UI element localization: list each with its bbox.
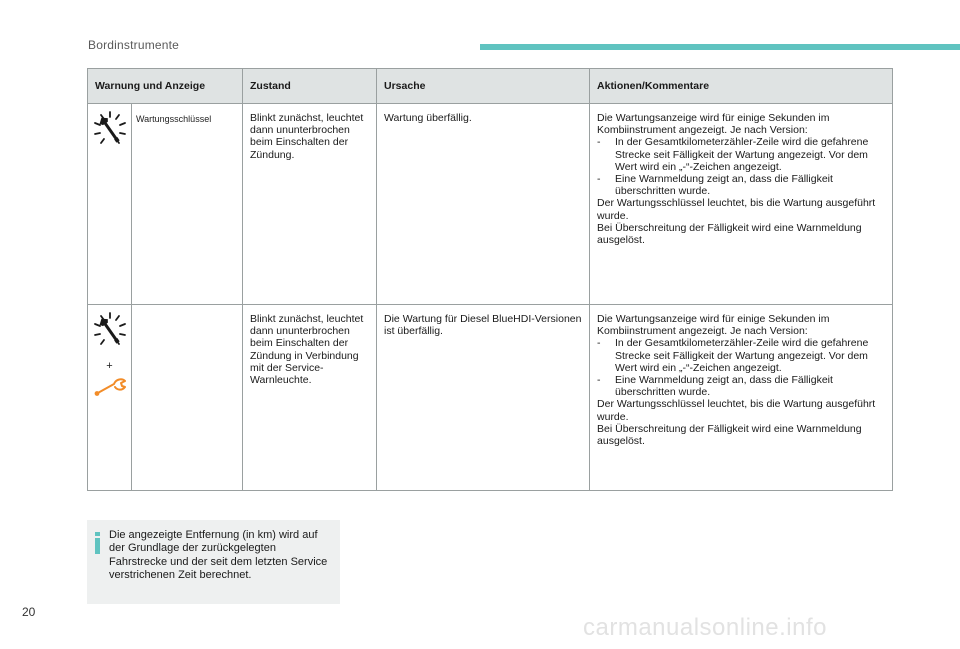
- service-wrench-icon: [92, 389, 128, 401]
- aktion-line-2: Bei Überschreitung der Fälligkeit wird eine Warnmeldung ausgelöst.: [597, 221, 862, 247]
- plus-sign: +: [106, 360, 113, 373]
- aktion-bullet-1: [597, 337, 885, 374]
- info-box: [87, 520, 340, 604]
- aktionen-cell: [590, 104, 893, 305]
- section-title: Bordinstrumente: [88, 38, 180, 52]
- table-header-row: [88, 69, 893, 104]
- table-row: [88, 305, 893, 491]
- aktion-line-2: Bei Überschreitung der Fälligkeit wird eine Warnmeldung ausgelöst.: [597, 422, 862, 448]
- dash-marker: -: [597, 173, 601, 186]
- aktion-bullet-2: [597, 374, 885, 398]
- warning-table: [87, 68, 893, 491]
- ursache-cell: Wartung überfällig.: [377, 104, 590, 305]
- zustand-cell: Blinkt zunächst, leuchtet dann ununterbrochen beim Einschalten der Zündung.: [243, 104, 377, 305]
- aktion-line-1: Der Wartungsschlüssel leuchtet, bis die Wartung ausgeführt wurde.: [597, 398, 876, 423]
- aktion-intro: Die Wartungsanzeige wird für einige Sekunden im Kombiinstrument angezeigt. Je nach Version:: [597, 112, 830, 137]
- indicator-name: Wartungsschlüssel: [132, 104, 243, 305]
- aktion-bullet-2: [597, 173, 885, 197]
- aktion-line-1: Der Wartungsschlüssel leuchtet, bis die Wartung ausgeführt wurde.: [597, 197, 876, 222]
- info-icon: [95, 532, 100, 554]
- indicator-icon-cell: [88, 104, 132, 305]
- indicator-icon-cell: [88, 305, 132, 491]
- dash-marker: -: [597, 337, 601, 350]
- aktion-bullet-1: [597, 136, 885, 173]
- column-header-aktionen: Aktionen/Kommentare: [590, 69, 893, 104]
- wrench-key-warning-icon: [92, 342, 128, 354]
- column-header-ursache: Ursache: [377, 69, 590, 104]
- aktion-bullet-1-text: In der Gesamtkilometerzähler-Zeile wird die gefahrene Strecke seit Fälligkeit der Wartung angezeigt. Vor dem Wert wird ein „-“-Zeichen angezeigt.: [615, 337, 869, 374]
- column-header-zustand: Zustand: [243, 69, 377, 104]
- aktion-bullet-1-text: In der Gesamtkilometerzähler-Zeile wird die gefahrene Strecke seit Fälligkeit der Wartung angezeigt. Vor dem Wert wird ein „-“-Zeichen angezeigt.: [615, 136, 869, 173]
- ursache-cell: Die Wartung für Diesel BlueHDI-Versionen ist überfällig.: [377, 305, 590, 491]
- aktionen-cell: [590, 305, 893, 491]
- page-number: 20: [22, 605, 36, 619]
- section-accent-bar: [480, 44, 960, 50]
- table-row: [88, 104, 893, 305]
- column-header-warnung: Warnung und Anzeige: [88, 69, 243, 104]
- info-text: Die angezeigte Entfernung (in km) wird auf der Grundlage der zurückgelegten Fahrstrecke und der seit dem letzten Service verstrichenen Zeit berechnet.: [109, 529, 328, 581]
- aktion-bullet-2-text: Eine Warnmeldung zeigt an, dass die Fälligkeit überschritten wurde.: [615, 173, 833, 198]
- wrench-key-warning-icon: [92, 141, 128, 153]
- aktion-intro: Die Wartungsanzeige wird für einige Sekunden im Kombiinstrument angezeigt. Je nach Version:: [597, 313, 830, 338]
- indicator-name: [132, 305, 243, 491]
- zustand-cell: Blinkt zunächst, leuchtet dann ununterbrochen beim Einschalten der Zündung in Verbindung mit der Service-Warnleuchte.: [243, 305, 377, 491]
- dash-marker: -: [597, 374, 601, 387]
- aktion-bullet-2-text: Eine Warnmeldung zeigt an, dass die Fälligkeit überschritten wurde.: [615, 374, 833, 399]
- dash-marker: -: [597, 136, 601, 149]
- watermark: carmanualsonline.info: [583, 614, 827, 641]
